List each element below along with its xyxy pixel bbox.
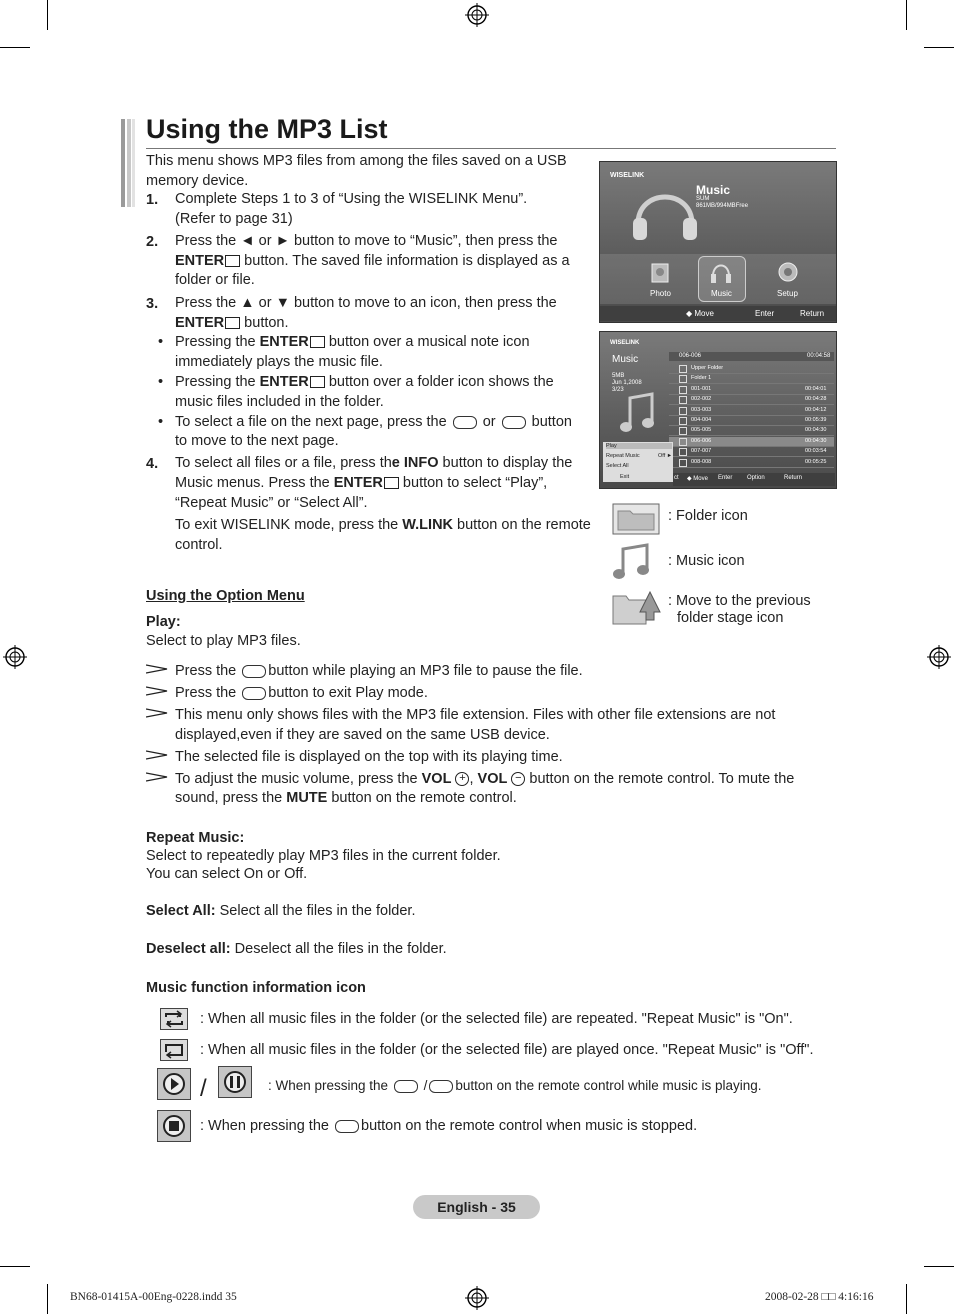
step-number: 1.	[146, 192, 159, 208]
desc-text: button on the remote control while music is playing.	[455, 1078, 762, 1093]
pause-button-icon	[429, 1080, 453, 1093]
file-row[interactable]	[669, 406, 834, 416]
screen1-title: Music	[696, 183, 731, 197]
bullet-text: Pressing the	[175, 374, 260, 390]
folder-icon	[612, 503, 660, 535]
info-label: e INFO	[391, 455, 439, 471]
footer-date: 2008-02-28 □□ 4:16:16	[765, 1291, 874, 1303]
file-name: 005-005	[691, 427, 712, 434]
previous-folder-icon	[610, 586, 662, 628]
music-file-icon	[679, 427, 687, 435]
step-number: 4.	[146, 456, 159, 472]
file-time: 00:04:12	[805, 406, 827, 413]
note-text: button while playing an MP3 file to pause the file.	[268, 663, 583, 679]
exit-line2: control.	[175, 537, 223, 553]
menu-music[interactable]: Music	[711, 289, 732, 298]
mute-label: MUTE	[286, 790, 328, 806]
step-3-line2	[175, 314, 289, 334]
file-time: 00:05:39	[805, 417, 827, 423]
bullet-dot: •	[158, 374, 164, 390]
header-file: 006-006	[679, 353, 702, 359]
music-file-icon	[679, 407, 687, 415]
note-4: The selected file is displayed on the top with its playing time.	[175, 749, 563, 765]
enter-icon	[310, 336, 325, 348]
file-time: 00:03:54	[805, 448, 827, 455]
menu-setup[interactable]: Setup	[777, 289, 798, 298]
repeat-off-desc: : When all music files in the folder (or the selected file) are played once. "Repeat Music" is "Off".	[200, 1042, 814, 1058]
screen2-side-title: Music	[612, 354, 639, 365]
enter-icon	[225, 317, 240, 329]
step-4-text: button to display the	[438, 455, 573, 471]
deselect-all-label: Deselect all:	[146, 941, 231, 957]
note-text: Press the	[175, 685, 241, 701]
crop-mark	[924, 47, 954, 48]
repeat-heading: Repeat Music:	[146, 830, 245, 846]
menu-photo[interactable]: Photo	[650, 289, 671, 298]
music-icon	[612, 543, 652, 581]
side-info-date: Jun 1,2008	[612, 380, 642, 386]
footer-file: BN68-01415A-00Eng-0228.indd 35	[70, 1291, 237, 1303]
registration-mark-icon	[3, 645, 27, 669]
vol-minus-icon: −	[511, 772, 525, 786]
note-arrow-icon	[146, 772, 168, 782]
nav-move: ◆ Move	[686, 309, 714, 318]
desc-text: /	[419, 1078, 428, 1093]
play-heading: Play:	[146, 614, 181, 630]
page-number-label: English - 35	[413, 1195, 540, 1219]
step-2-text: button. The saved file information is displayed as a	[240, 253, 570, 269]
file-row[interactable]	[669, 447, 834, 457]
screen1-sub1: SUM	[696, 196, 710, 202]
crop-mark	[906, 0, 907, 30]
file-time: 00:04:30	[805, 437, 827, 444]
bullet-2-line2: music files included in the folder.	[175, 394, 384, 410]
note-text: button on the remote control.	[327, 790, 517, 806]
note-1	[175, 662, 583, 682]
fast-forward-button-icon	[502, 416, 526, 429]
side-info-count: 3/23	[612, 387, 624, 393]
folder-icon	[679, 365, 687, 373]
desc-text: : When pressing the	[200, 1118, 333, 1134]
step-4-text: Music menus. Press the	[175, 475, 334, 491]
file-name: 004-004	[691, 417, 712, 423]
file-time: 00:04:28	[805, 396, 827, 403]
photo-icon	[650, 260, 672, 286]
nav-return: Return	[784, 475, 803, 481]
pause-button-icon	[242, 665, 266, 678]
bullet-2-line1	[175, 373, 554, 393]
music-file-icon	[679, 459, 687, 467]
folder-icon	[679, 375, 687, 383]
crop-mark	[924, 1266, 954, 1267]
step-3-line1: Press the ▲ or ▼ button to move to an icon, then press the	[175, 295, 557, 311]
note-arrow-icon	[146, 664, 168, 674]
registration-mark-icon	[465, 3, 489, 27]
rewind-button-icon	[453, 416, 477, 429]
step-1-line2: (Refer to page 31)	[175, 211, 293, 227]
deselect-all-text	[146, 940, 447, 960]
step-number: 3.	[146, 296, 159, 312]
exit-text: button on the remote	[453, 517, 591, 533]
music-file-icon	[679, 417, 687, 425]
header-time: 00:04:58	[807, 353, 831, 359]
select-all-desc: Select all the files in the folder.	[215, 903, 416, 919]
play-button-icon	[394, 1080, 418, 1093]
step-2-line3: folder or file.	[175, 272, 255, 288]
bullet-1-line1	[175, 333, 530, 353]
side-info-size: 5MB	[612, 373, 625, 379]
music-file-icon	[679, 448, 687, 456]
repeat-on-icon	[160, 1008, 188, 1030]
screen1-sub2: 861MB/994MBFree	[696, 203, 749, 209]
enter-icon	[225, 255, 240, 267]
bullet-text: button over a musical note icon	[324, 334, 530, 350]
music-file-icon	[679, 438, 687, 446]
repeat-off-icon	[160, 1039, 188, 1061]
note-text: ,	[469, 771, 478, 787]
note-3-line1: This menu only shows files with the MP3 file extension. Files with other file extensions are not	[175, 707, 776, 723]
stop-button-icon	[242, 687, 266, 700]
intro-text: This menu shows MP3 files from among the files saved on a USB memory device.	[146, 153, 567, 189]
music-file-icon	[679, 386, 687, 394]
info-icon-heading: Music function information icon	[146, 980, 366, 996]
step-3-text: button.	[240, 315, 289, 331]
note-arrow-icon	[146, 750, 168, 760]
setup-gear-icon	[776, 260, 800, 284]
option-play[interactable]: Play	[606, 443, 672, 449]
note-text: Press the	[175, 663, 241, 679]
legend-previous-folder: : Move to the previous	[668, 593, 811, 609]
option-menu-heading: Using the Option Menu	[146, 588, 305, 604]
file-row[interactable]	[669, 437, 834, 447]
play-status-icon	[157, 1068, 191, 1100]
enter-label: ENTER	[259, 334, 309, 350]
bullet-1-line2: immediately plays the music file.	[175, 354, 383, 370]
bullet-3-line1	[175, 413, 572, 433]
file-row[interactable]	[669, 385, 834, 395]
page-title: Using the MP3 List	[146, 114, 388, 144]
file-name: 003-003	[691, 406, 712, 413]
step-2-line2	[175, 252, 570, 272]
play-pause-desc	[268, 1076, 762, 1096]
file-name: 002-002	[691, 396, 712, 403]
note-text: sound, press the	[175, 790, 287, 806]
note-text: button to exit Play mode.	[268, 685, 428, 701]
desc-text: : When pressing the	[268, 1078, 392, 1093]
crop-mark	[47, 1284, 48, 1314]
file-row[interactable]	[669, 426, 834, 436]
exit-text: To exit WISELINK mode, press the	[175, 517, 403, 533]
file-name: 007-007	[691, 448, 712, 455]
option-repeat-value: Off ►	[658, 453, 673, 459]
music-note-icon	[620, 392, 656, 436]
option-exit[interactable]: Exit	[620, 474, 630, 480]
file-time: 00:05:25	[805, 458, 827, 465]
note-5-line1	[175, 770, 794, 790]
nav-return: Return	[800, 309, 825, 318]
bullet-text: button over a folder icon shows the	[324, 374, 554, 390]
tv-screen-music-list	[599, 331, 837, 489]
step-4-text: button to select “Play”,	[398, 475, 548, 491]
file-row[interactable]	[669, 395, 834, 405]
desc-text: button on the remote control when music is stopped.	[361, 1118, 698, 1134]
enter-icon	[310, 376, 325, 388]
vol-plus-icon: +	[455, 772, 469, 786]
legend-folder: : Folder icon	[668, 508, 748, 524]
file-row[interactable]	[669, 416, 834, 426]
option-select-all[interactable]: Select All	[606, 463, 629, 469]
deselect-all-desc: Deselect all the files in the folder.	[230, 941, 447, 957]
file-name: 001-001	[691, 385, 712, 392]
file-time: 00:04:30	[805, 427, 827, 434]
file-row[interactable]	[669, 374, 834, 384]
step-4-line2	[175, 474, 547, 494]
note-2	[175, 684, 428, 704]
enter-label: ENTER	[259, 374, 309, 390]
enter-icon	[384, 477, 399, 489]
enter-label: ENTER	[333, 475, 383, 491]
bullet-text: To select a file on the next page, press the	[175, 414, 451, 430]
section-bar	[121, 119, 135, 207]
stop-status-icon	[157, 1110, 191, 1142]
legend-music: : Music icon	[668, 553, 745, 569]
bullet-3-line2: to move to the next page.	[175, 433, 339, 449]
registration-mark-icon	[927, 645, 951, 669]
step-2-line1: Press the ◄ or ► button to move to “Music”, then press the	[175, 233, 558, 249]
registration-mark-icon	[465, 1286, 489, 1310]
nav-fragment: ct	[674, 475, 679, 481]
select-all-text	[146, 902, 415, 922]
headphones-small-icon	[710, 260, 732, 286]
file-row[interactable]	[669, 364, 834, 374]
music-file-icon	[679, 396, 687, 404]
exit-line1	[175, 516, 591, 536]
bullet-text: button	[527, 414, 572, 430]
crop-mark	[0, 1266, 30, 1267]
repeat-on-desc: : When all music files in the folder (or the selected file) are repeated. "Repeat Music" is "On".	[200, 1011, 793, 1027]
pause-status-icon	[218, 1066, 252, 1098]
legend-previous-folder-line2: folder stage icon	[677, 610, 784, 626]
nav-move: ◆ Move	[687, 476, 708, 482]
headphones-icon	[630, 180, 700, 244]
step-number: 2.	[146, 234, 159, 250]
file-row[interactable]	[669, 458, 834, 468]
step-4-text: To select all files or a file, press th	[175, 455, 392, 471]
play-text: Select to play MP3 files.	[146, 633, 301, 649]
option-repeat-music[interactable]: Repeat Music	[606, 453, 640, 459]
note-3-line2: displayed,even if they are saved on the same USB device.	[175, 727, 550, 743]
enter-label: ENTER	[175, 315, 225, 331]
step-4-line1	[175, 454, 572, 474]
crop-mark	[47, 0, 48, 30]
file-name: 008-008	[691, 458, 712, 465]
stop-desc	[200, 1117, 697, 1137]
step-1-line1: Complete Steps 1 to 3 of “Using the WISELINK Menu”.	[175, 191, 528, 207]
file-name: Upper Folder	[691, 365, 724, 371]
stop-button-icon	[335, 1120, 359, 1133]
file-name: Folder 1	[691, 375, 712, 382]
tv-screen-wiselink-menu	[599, 161, 837, 323]
bullet-dot: •	[158, 414, 164, 430]
title-rule	[146, 148, 836, 149]
crop-mark	[906, 1284, 907, 1314]
bullet-text: Pressing the	[175, 334, 260, 350]
note-5-line2	[175, 789, 517, 809]
note-text: To adjust the music volume, press the	[175, 771, 422, 787]
file-name: 006-006	[691, 437, 712, 444]
wiselink-logo: WISELINK	[610, 172, 645, 179]
enter-label: ENTER	[175, 253, 225, 269]
repeat-text-2: You can select On or Off.	[146, 866, 308, 882]
nav-enter: Enter	[718, 475, 733, 481]
crop-mark	[0, 47, 30, 48]
vol-label: VOL	[477, 771, 508, 787]
file-time: 00:04:01	[805, 385, 827, 392]
note-arrow-icon	[146, 708, 168, 718]
bullet-dot: •	[158, 334, 164, 350]
note-arrow-icon	[146, 686, 168, 696]
vol-label: VOL	[421, 771, 452, 787]
bullet-text: or	[478, 414, 500, 430]
step-4-line3: “Repeat Music” or “Select All”.	[175, 495, 368, 511]
wlink-label: W.LINK	[402, 517, 454, 533]
wiselink-logo: WISELINK	[610, 340, 640, 346]
icon-slash: /	[200, 1075, 207, 1102]
nav-enter: Enter	[755, 309, 775, 318]
repeat-text-1: Select to repeatedly play MP3 files in the current folder.	[146, 848, 501, 864]
nav-option: Option	[747, 475, 765, 481]
select-all-label: Select All:	[146, 903, 216, 919]
note-text: button on the remote control. To mute the	[525, 771, 795, 787]
